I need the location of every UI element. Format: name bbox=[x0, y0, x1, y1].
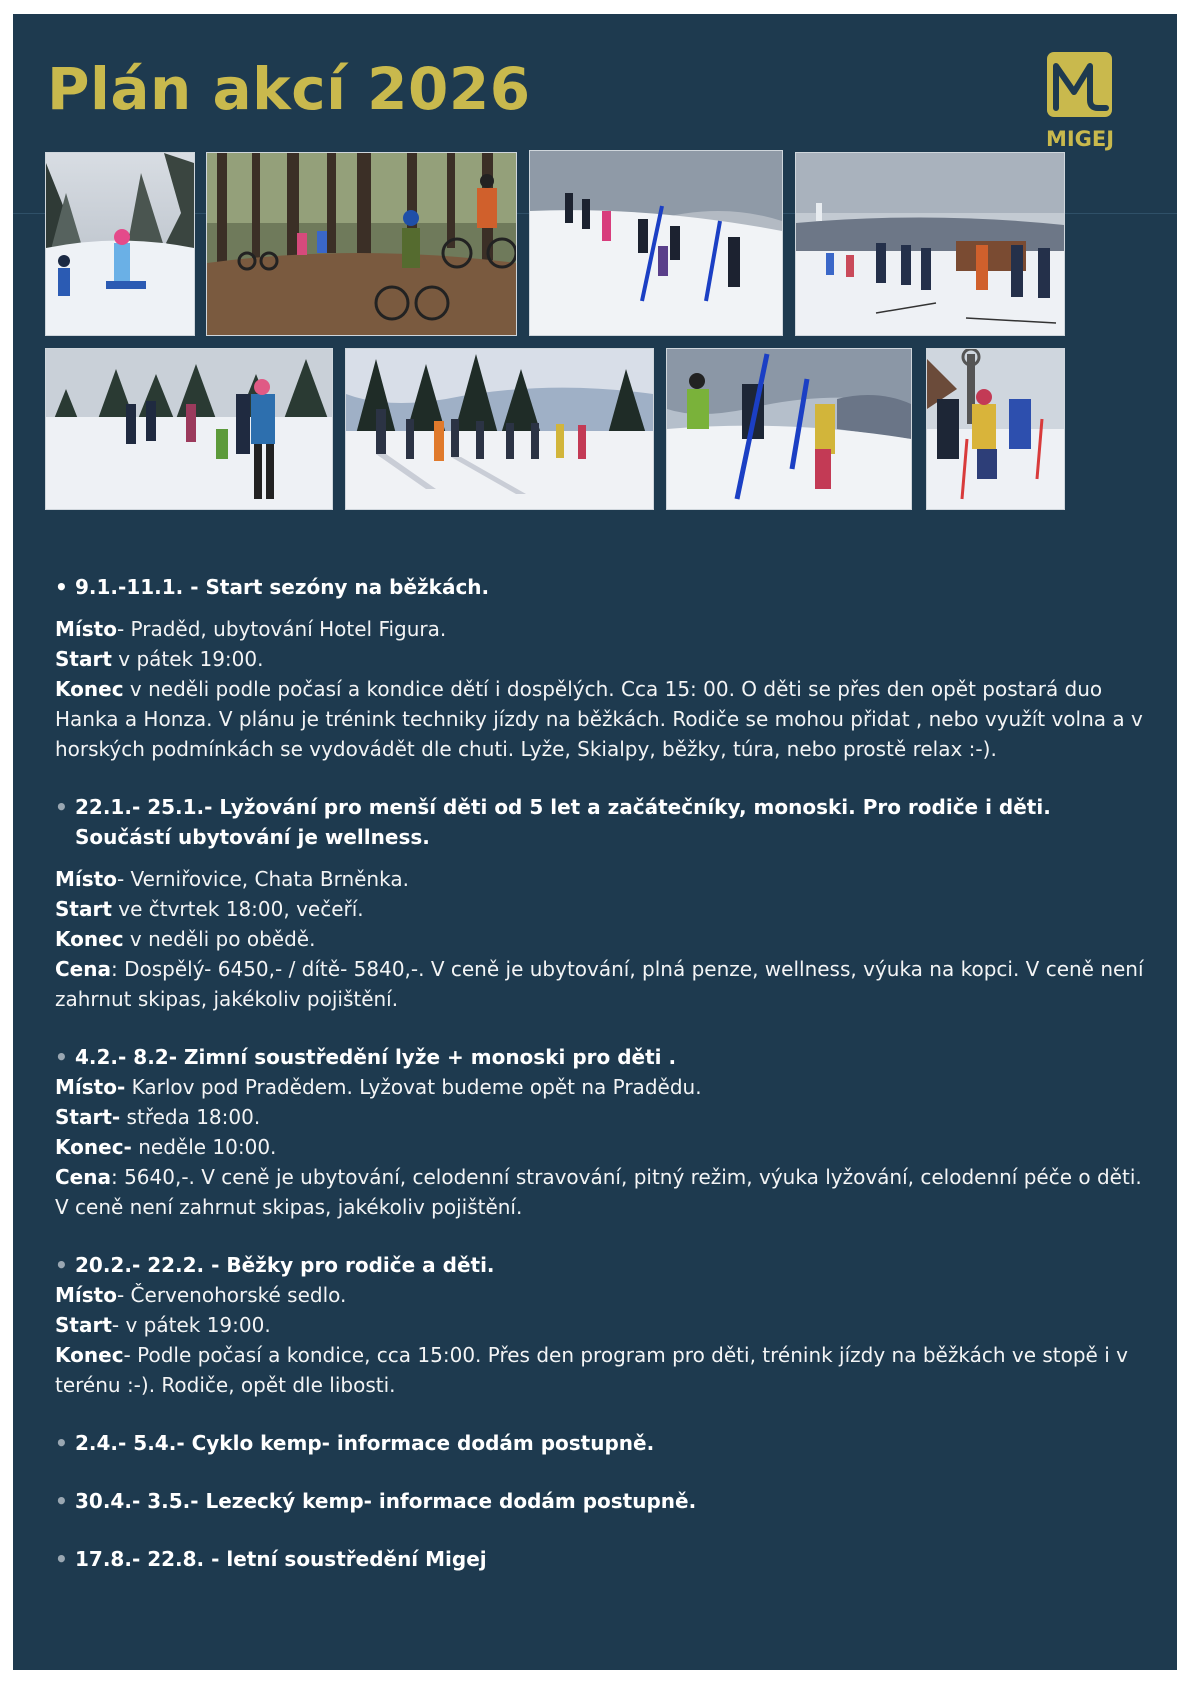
event-item bbox=[55, 1250, 1145, 1400]
photo-slalom-slope bbox=[529, 150, 783, 336]
bullet: • bbox=[55, 575, 68, 599]
event-item bbox=[55, 1486, 1145, 1516]
photo-crosscountry-group-village bbox=[795, 152, 1065, 336]
photo-crosscountry-line-sunny bbox=[345, 348, 654, 510]
logo-icon bbox=[1040, 52, 1126, 164]
event-title: • 20.2.- 22.2. - Běžky pro rodiče a děti. bbox=[55, 1250, 1145, 1280]
event-item bbox=[55, 572, 1145, 764]
logo-text: MIGEJ bbox=[1045, 127, 1115, 151]
event-item bbox=[55, 1544, 1145, 1574]
event-start: Start- středa 18:00. bbox=[55, 1105, 261, 1129]
event-title: • 4.2.- 8.2- Zimní soustředění lyže + monoski pro děti . bbox=[55, 1042, 1145, 1072]
event-end: Konec v neděli po obědě. bbox=[55, 927, 316, 951]
event-item bbox=[55, 792, 1145, 1014]
event-start: Start ve čtvrtek 18:00, večeří. bbox=[55, 897, 364, 921]
event-end: Konec- neděle 10:00. bbox=[55, 1135, 277, 1159]
photo-kids-skiing-forest bbox=[45, 152, 195, 336]
event-start: Start- v pátek 19:00. bbox=[55, 1313, 271, 1337]
bullet: • bbox=[55, 1489, 68, 1513]
bullet: • bbox=[55, 1431, 68, 1455]
migej-logo bbox=[1040, 52, 1126, 164]
event-place: Místo- Verniřovice, Chata Brněnka. bbox=[55, 867, 409, 891]
event-title: • 17.8.- 22.8. - letní soustředění Migej bbox=[55, 1544, 1145, 1574]
event-price: Cena: Dospělý- 6450,- / dítě- 5840,-. V ceně je ubytování, plná penze, wellness, výuka na kopci. V ceně není zahrnut skipas, jakékoliv pojištění. bbox=[55, 957, 1144, 1011]
photo-slalom-gates bbox=[666, 348, 912, 510]
bullet: • bbox=[55, 1547, 68, 1571]
event-end: Konec v neděli podle počasí a kondice dětí i dospělých. Cca 15: 00. O děti se přes den opět postará duo Hanka a Honza. V plánu je trénink techniky jízdy na běžkách. Rodiče se mohou přidat , nebo využít volna a v horských podmínkách se vydovádět dle chuti. Lyže, Skialpy, běžky, túra, nebo prostě relax :-). bbox=[55, 677, 1143, 761]
event-title: • 30.4.- 3.5.- Lezecký kemp- informace dodám postupně. bbox=[55, 1486, 1145, 1516]
event-item bbox=[55, 1428, 1145, 1458]
event-title: • 2.4.- 5.4.- Cyklo kemp- informace dodám postupně. bbox=[55, 1428, 1145, 1458]
event-item bbox=[55, 1042, 1145, 1222]
bullet: • bbox=[55, 1045, 68, 1069]
event-place: Místo- Praděd, ubytování Hotel Figura. bbox=[55, 617, 447, 641]
bullet: • bbox=[55, 795, 68, 819]
event-title: • 9.1.-11.1. - Start sezóny na běžkách. bbox=[55, 572, 1145, 602]
events-list bbox=[55, 572, 1145, 1574]
event-price: Cena: 5640,-. V ceně je ubytování, celodenní stravování, pitný režim, výuka lyžování, celodenní péče o děti. V ceně není zahrnut skipas, jakékoliv pojištění. bbox=[55, 1165, 1142, 1219]
bullet: • bbox=[55, 1253, 68, 1277]
photo-cycling-forest bbox=[206, 152, 517, 336]
event-place: Místo- Karlov pod Pradědem. Lyžovat budeme opět na Pradědu. bbox=[55, 1075, 702, 1099]
page-title: Plán akcí 2026 bbox=[47, 55, 531, 123]
photo-lift-station bbox=[926, 348, 1065, 510]
poster-page bbox=[13, 14, 1177, 1670]
event-title: • 22.1.- 25.1.- Lyžování pro menší děti od 5 let a začátečníky, monoski. Pro rodiče i děti. Součástí ubytování je wellness. bbox=[55, 792, 1145, 852]
event-start: Start v pátek 19:00. bbox=[55, 647, 264, 671]
photo-crosscountry-group-trees bbox=[45, 348, 333, 510]
event-place: Místo- Červenohorské sedlo. bbox=[55, 1283, 347, 1307]
event-end: Konec- Podle počasí a kondice, cca 15:00. Přes den program pro děti, trénink jízdy na běžkách ve stopě i v terénu :-). Rodiče, opět dle libosti. bbox=[55, 1343, 1128, 1397]
